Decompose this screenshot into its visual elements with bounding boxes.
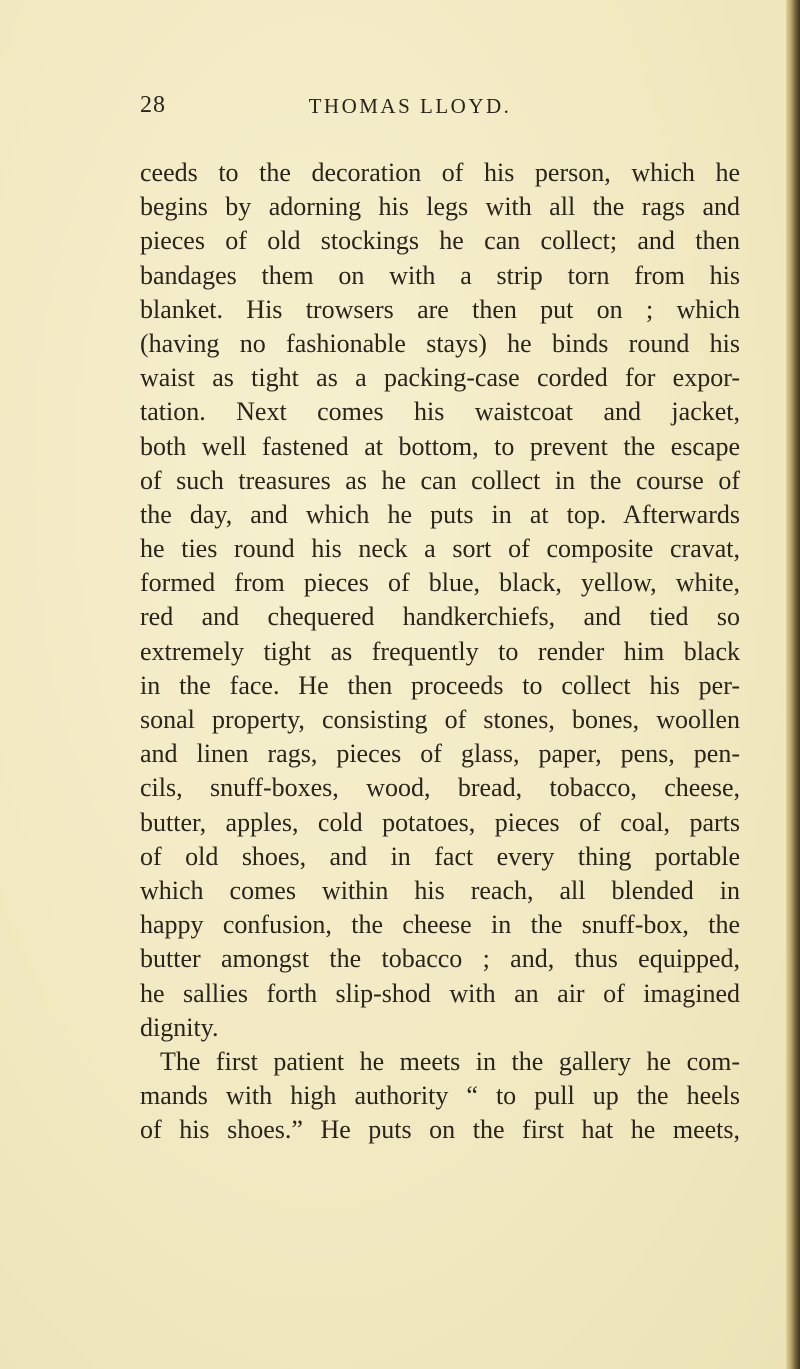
- text-line: both well fastened at bottom, to prevent the escape: [140, 431, 740, 461]
- text-line: begins by adorning his legs with all the rags and: [140, 192, 740, 222]
- text-line: and linen rags, pieces of glass, paper, pens, pen-: [140, 739, 740, 769]
- text-line: mands with high authority “ to pull up the heels: [140, 1081, 740, 1111]
- body-text: [140, 156, 740, 1147]
- text-line: butter, apples, cold potatoes, pieces of coal, parts: [140, 807, 740, 837]
- text-line: cils, snuff-boxes, wood, bread, tobacco, cheese,: [140, 773, 740, 803]
- text-line: of old shoes, and in fact every thing portable: [140, 841, 740, 871]
- text-line: the day, and which he puts in at top. Afterwards: [140, 499, 740, 529]
- text-line: which comes within his reach, all blended in: [140, 875, 740, 905]
- text-line: pieces of old stockings he can collect; and then: [140, 226, 740, 256]
- text-line: tation. Next comes his waistcoat and jacket,: [140, 397, 740, 427]
- text-line: of such treasures as he can collect in the course of: [140, 465, 740, 495]
- text-line: formed from pieces of blue, black, yellow, white,: [140, 568, 740, 598]
- text-line: of his shoes.” He puts on the first hat he meets,: [140, 1115, 740, 1145]
- text-line: extremely tight as frequently to render him black: [140, 636, 740, 666]
- text-line: in the face. He then proceeds to collect his per-: [140, 670, 740, 700]
- text-line: he ties round his neck a sort of composite cravat,: [140, 534, 740, 564]
- text-line: ceeds to the decoration of his person, which he: [140, 158, 740, 187]
- text-line: he sallies forth slip-shod with an air of imagined: [140, 978, 740, 1008]
- text-line: bandages them on with a strip torn from his: [140, 260, 740, 290]
- page-number: 28: [140, 92, 166, 118]
- text-line: happy confusion, the cheese in the snuff-box, the: [140, 910, 740, 940]
- paragraph-end-line: dignity.: [140, 1012, 219, 1042]
- page-header: [140, 92, 740, 132]
- text-line: blanket. His trowsers are then put on ; which: [140, 294, 740, 324]
- text-line: sonal property, consisting of stones, bones, woollen: [140, 705, 740, 734]
- paragraph-start-line: The first patient he meets in the gallery he com-: [160, 1046, 740, 1076]
- page-binding-edge: [786, 0, 800, 1369]
- text-line: waist as tight as a packing-case corded for expor-: [140, 363, 740, 393]
- text-line: (having no fashionable stays) he binds round his: [140, 328, 740, 358]
- text-line: red and chequered handkerchiefs, and tied so: [140, 602, 740, 632]
- text-line: butter amongst the tobacco ; and, thus equipped,: [140, 944, 740, 974]
- running-head: THOMAS LLOYD.: [308, 94, 512, 118]
